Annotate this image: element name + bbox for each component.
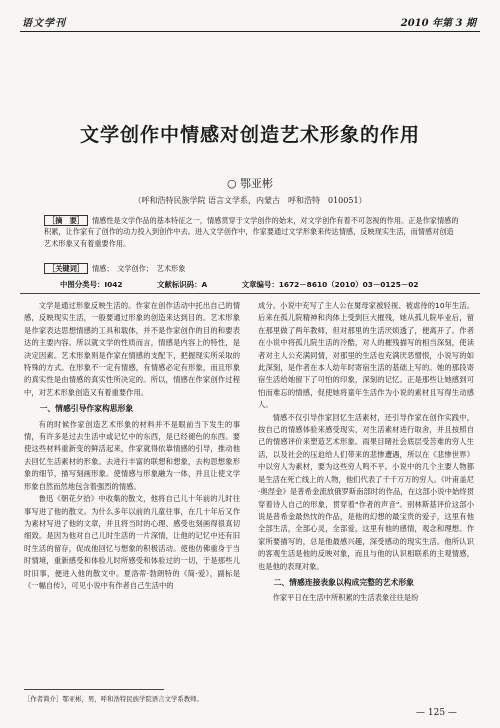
keywords-label: ［关键词］ xyxy=(44,263,88,274)
document-code: 文献标识码：A xyxy=(157,280,208,289)
body-paragraph: 鲁迅《朝花夕拾》中收集的散文，他将自己儿十年前的儿时往事写进了他的散文。为什么多年以前的儿童往事，在几十年后又作为素材写进了他的文章，并且将当时的心理、感受也刻画得很真切细致。是因为他对自己儿时生活的一片深情，让他的记忆中还有旧时生活的留存，促成他回忆与想象的积极活动。使他仿佛重身于当时情境，重新感受和体验儿时所感受和体验过的一切，于是那些儿时旧事，便进入他的散文中。夏洛蒂·勃朗特的《简·爱》，副标是《一幅自传》，可见小说中有作者自己生活中的 xyxy=(24,494,240,590)
keywords-block xyxy=(44,264,460,274)
body-paragraph: 作家平日在生活中所积累的生活表象往往是纷 xyxy=(272,593,419,603)
article-title: 文学创作中情感对创造艺术形象的作用 xyxy=(79,124,420,146)
author-footnote: ［作者简介］鄂亚彬，男，呼和浩特民族学院语言文学系教师。 xyxy=(24,695,203,703)
header-rule xyxy=(20,31,480,32)
abstract-block xyxy=(44,215,460,249)
section-rule xyxy=(20,293,480,294)
classification-line xyxy=(60,279,460,290)
page-number: — 125 — xyxy=(416,708,457,718)
body-paragraph: 有的时候作家创造艺术形象的材料并不是眼前当下发生的事情，有许多是过去生活中或记忆中的东西，是已经褪色的东西。要使这些材料重新变的鲜活起来，作家就得依靠情感的引导，推动他去回忆生活素材的形象。去进行丰富的联想和想象，去构思想象形象的细节，描写刻画形象。使情感与形象融为一体，并且让使文学形象自然而然地包含着强烈的情感。 xyxy=(24,419,240,491)
body-paragraph: 文学是通过形象反映生活的。作家在创作活动中托出自己的情感，反映现实生活，一般要通过形象的创造来达到目的。艺术形象是作家表达思想情感的工具和载体，并不是作家创作的目的和要表达的主要内容。所以就文学的性质而言，情感是内容上的特性，是决定因素。艺术形象则是作家在情感的支配下，把握现实所采取的特殊的方式。在形象不一定有情感，有情感必定有形象，而且形象的真实性是由情感的真实性所决定的。所以，情感在作家创作过程中，对艺术形象创造又有着重要作用。 xyxy=(24,301,240,397)
abstract-text: 情感性是文学作品的基本特征之一，情感贯穿于文学创作的始末，对文学创作有着不可忽视的作用。正是作家情感的积累，让作家有了创作的动力投入到创作中去。进入文学创作中，作家要通过文学形象来传达情感，反映现实生活，而情感对创造艺术形象又有着重要作用。 xyxy=(44,216,459,248)
body-column-right xyxy=(258,300,474,605)
author-affiliation: （呼和浩特民族学院 语言文学系，内蒙古 呼和浩特 010051） xyxy=(133,196,367,205)
journal-name: 语文学刊 xyxy=(22,18,66,29)
body-column-left xyxy=(24,300,240,592)
clc-number: 中图分类号：I042 xyxy=(60,280,123,289)
keywords-text: 情感； 文学创作； 艺术形象 xyxy=(91,264,186,273)
section-heading: 一、情感引导作家构思形象 xyxy=(39,404,134,414)
article-number: 文章编号：1672－8610（2010）03－0125－02 xyxy=(241,280,419,289)
body-paragraph: 情感不仅引导作家回忆生活素材，还引导作家在创作实践中，按自己的情感体验来感受现实，对生活素材进行取舍，并且按照自己的情感评价来塑造艺术形象。雨果目睹社会底层受苦难的穷人生活，以及社会的压迫给人们带来的悲惨遭遇，所以在《悲惨世界》中以穷人为素材，要为这些穷人鸣不平。小说中的几个主要人物都是生活在死亡线上的人物，他们代表了千千万万的穷人。《叶甫盖尼·奥涅金》是普希金流放俄罗斯南部时的作品，在这部小说中始终贯穿着诗人自己的形象，贯穿着"作者的声音"。别林斯基评价这部小说是普希金最热忱的作品，是他的幻想的最宝贵的爱子，这里有他全部生活，全部心灵，全部爱，这里有他的感情，观念和理想。作家所要描写的，总是他最感兴趣，深受感动的现实生活。他所认识的客观生活是他的反映对象，而且与他的认识相联系的主观情感，也是他的表现对象。 xyxy=(258,412,474,571)
abstract-label: ［摘 要］ xyxy=(44,215,88,226)
section-heading: 二、情感连接表象以构成完整的艺术形象 xyxy=(273,577,414,587)
footnote-rule xyxy=(24,689,164,690)
author-name: ○ 鄂亚彬 xyxy=(226,177,274,190)
body-paragraph: 成分。小说中充写了主人公在舅母家被轻视、被虐待的10年生活。后来在孤儿院精神和肉体上受到巨大摧残，她从孤儿院毕业后，留在那里做了两年教师，但对那里的生活厌烦透了，便离开了。作者在小说中将孤儿院生活的冷酷，对人的摧残描写的相当深刻，使读者对主人公充满同情，对那里的生活也充满厌恶憎恨，小说写的如此深刻，是作者在本人幼年时寄宿生活的基础上写的。她的那段寄宿生活给她留下了可怕的印象，深刻的记忆。正是那些让她感到可怕而难忘的情感，促使她将童年生活作为小说的素材且写得生动感人。 xyxy=(258,301,474,410)
issue-label: 2010 年第 3 期 xyxy=(400,18,476,29)
